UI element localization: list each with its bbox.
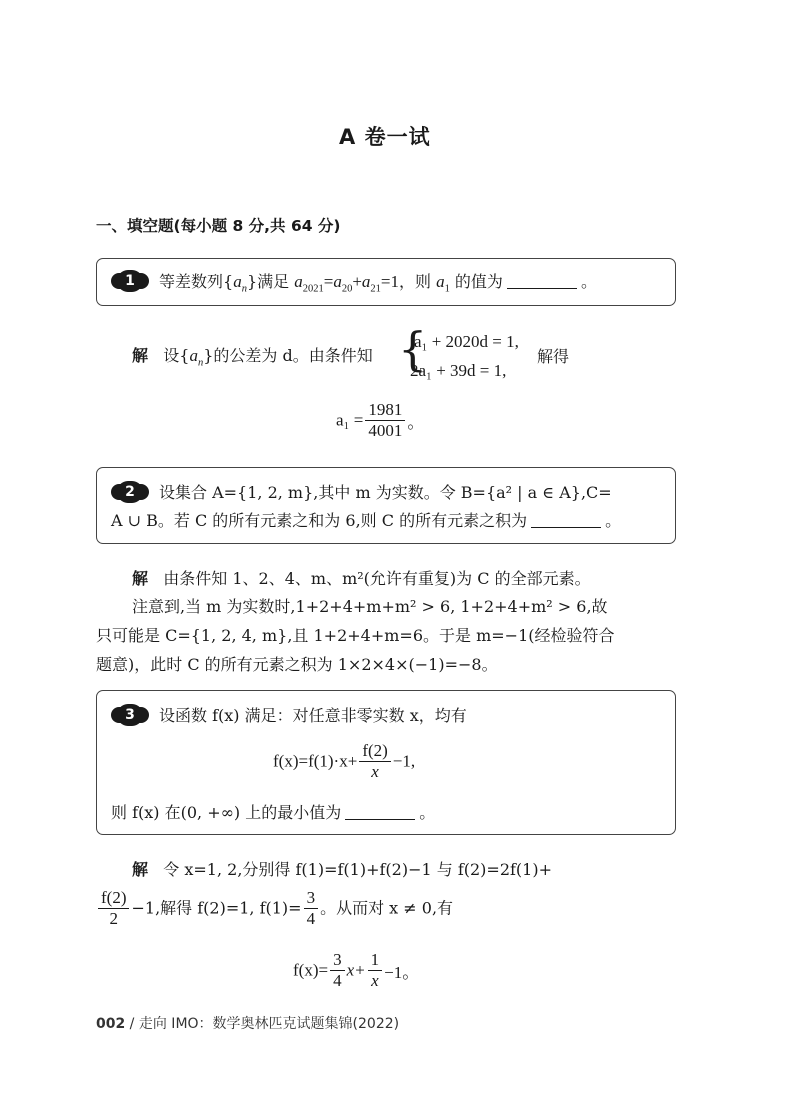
- problem-1-text: 1 等差数列$\{a_n\}$满足 $a_{2021}=a_{20}+a_{21}=1$，则 $a_1$ 的值为 。: [111, 272, 597, 299]
- answer-blank[interactable]: [531, 513, 601, 528]
- solution-1-answer: a₁ = $\frac{1981}{4001}$ 。: [336, 400, 425, 440]
- problem-3-box: [96, 690, 676, 835]
- solution-2-line-2: 注意到,当 m 为实数时,1+2+4+m+m² > 6, 1+2+4+m² > 6,故: [132, 597, 608, 616]
- problem-number-badge: 3: [111, 707, 149, 723]
- system-equation-2: 2a₁ + 39d = 1,: [410, 361, 507, 380]
- solution-2-line-3: 只可能是 C={1, 2, 4, m},且 1+2+4+m=6。于是 m=−1(经检验符合: [96, 626, 615, 645]
- problem-2-line-1: 2 设集合 A={1, 2, m},其中 m 为实数。令 B={a² | a ∈ A},C=: [111, 483, 612, 503]
- answer-blank[interactable]: [507, 274, 577, 289]
- problem-3-equation: f(x)=f(1)·x+ $\frac{f(2)}{x}$ −1,: [273, 741, 416, 781]
- solution-1-line-1: 解 设$\{a_n\}$的公差为 d。由条件知: [132, 346, 373, 369]
- solution-3-result: f(x)= $\frac{3}{4}$ x+ $\frac{1}{x}$ −1。: [293, 950, 420, 990]
- solution-2-line-1: 解 由条件知 1、2、4、m、m²(允许有重复)为 C 的全部元素。: [132, 569, 591, 588]
- problem-2-box: [96, 467, 676, 544]
- solution-2-line-4: 题意)，此时 C 的所有元素之积为 1×2×4×(−1)=−8。: [96, 655, 498, 674]
- solution-3-line-1: 解 令 x=1, 2,分别得 f(1)=f(1)+f(2)−1 与 f(2)=2f(1)+: [132, 860, 552, 879]
- page-footer: 002 / 走向 IMO：数学奥林匹克试题集锦(2022): [96, 1016, 400, 1032]
- system-equation-1: a₁ + 2020d = 1,: [414, 332, 519, 351]
- problem-3-line-1: 3 设函数 f(x) 满足：对任意非零实数 x，均有: [111, 706, 467, 726]
- problem-number-badge: 1: [111, 273, 149, 289]
- problem-2-line-2: A ∪ B。若 C 的所有元素之和为 6,则 C 的所有元素之积为 。: [111, 511, 622, 530]
- page-number: 002: [96, 1016, 126, 1032]
- problem-1-box: [96, 258, 676, 306]
- book-title: 走向 IMO：数学奥林匹克试题集锦(2022): [138, 1016, 400, 1032]
- section-heading: 一、填空题(每小题 8 分,共 64 分): [96, 217, 341, 235]
- solution-1-solve-text: 解得: [537, 347, 570, 366]
- system-brace: {: [398, 322, 428, 376]
- answer-blank[interactable]: [345, 805, 415, 820]
- page-title: A 卷一试: [339, 125, 431, 149]
- solution-3-line-2: $\frac{f(2)}{2}$ −1,解得 f(2)=1, f(1)= $\frac{3}{4}$ 。从而对 x ≠ 0,有: [96, 888, 453, 929]
- problem-number-badge: 2: [111, 484, 149, 500]
- problem-3-line-3: 则 f(x) 在(0, +∞) 上的最小值为 。: [111, 803, 436, 822]
